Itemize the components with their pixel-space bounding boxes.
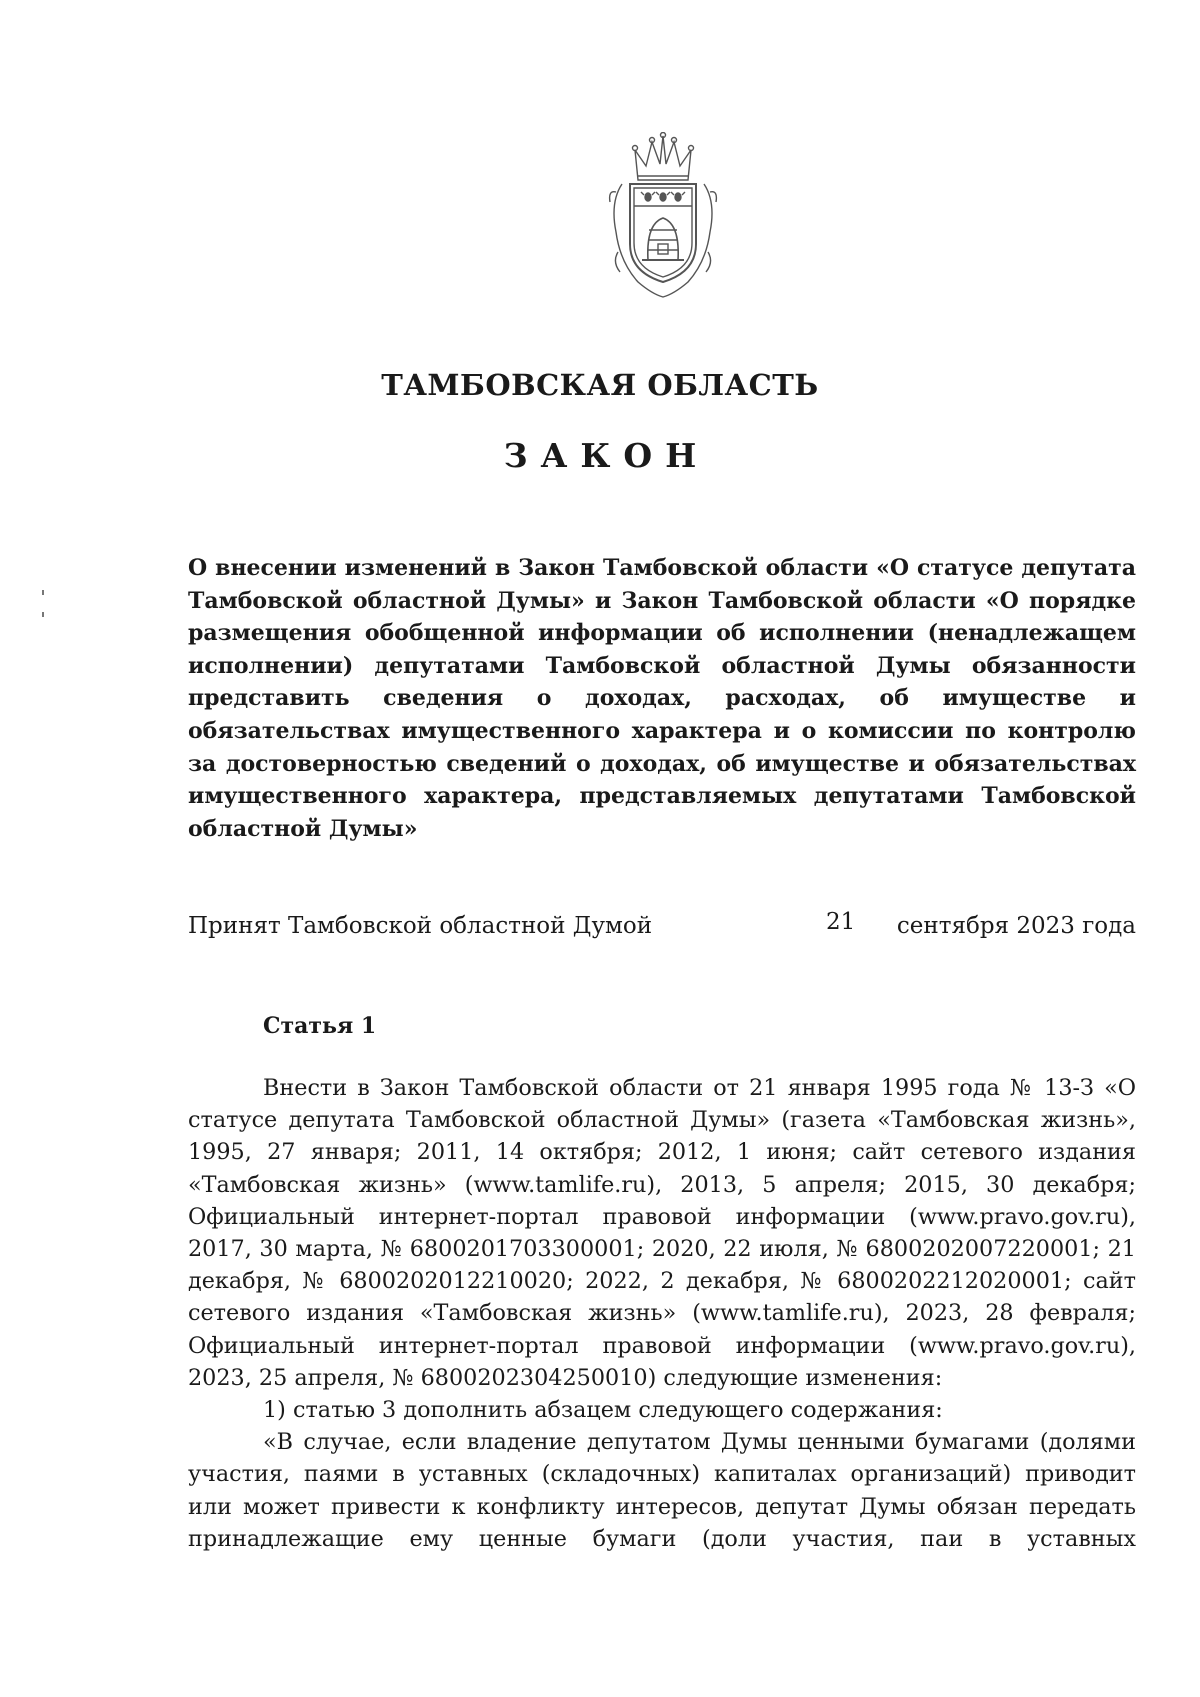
tambov-region-coat-of-arms-icon bbox=[608, 132, 718, 300]
region-heading: ТАМБОВСКАЯ ОБЛАСТЬ bbox=[381, 368, 819, 402]
article-body bbox=[188, 1072, 1136, 1555]
article-paragraph: «В случае, если владение депутатом Думы ценными бумагами (долями участия, паями в уставных (складочных) капиталах организаций) приводит или может привести к конфликту интересов, депутат Думы обязан передать принадлежащие ему ценные бумаги (доли участия, паи в уставных bbox=[188, 1429, 1136, 1552]
adoption-day: 21 bbox=[826, 909, 856, 935]
scan-speck bbox=[42, 590, 44, 595]
article-paragraph: Внести в Закон Тамбовской области от 21 января 1995 года № 13-З «О статусе депутата Тамбовской областной Думы» (газета «Тамбовская жизнь», 1995, 27 января; 2011, 14 октября; 2012, 1 июня; сайт сетевого издания «Тамбовская жизнь» (www.tamlife.ru), 2013, 5 апреля; 2015, 30 декабря; Официальный интернет-портал правовой информации (www.pravo.gov.ru), 2017, 30 марта, № 6800201703300001; 2020, 22 июля, № 6800202007220001; 21 декабря, № 6800202012210020; 2022, 2 декабря, № 6800202212020001; сайт сетевого издания «Тамбовская жизнь» (www.tamlife.ru), 2023, 28 февраля; Официальный интернет-портал правовой информации (www.pravo.gov.ru), 2023, 25 апреля, № 6800202304250010) следующие изменения: bbox=[188, 1075, 1136, 1391]
law-title: О внесении изменений в Закон Тамбовской области «О статусе депутата Тамбовской областной Думы» и Закон Тамбовской области «О порядке размещения обобщенной информации об исполнении (ненадлежащем исполнении) депутатами Тамбовской областной Думы обязанности представить сведения о доходах, расходах, об имуществе и обязательствах имущественного характера и о комиссии по контролю за достоверностью сведений о доходах, об имуществе и обязательствах имущественного характера, представляемых депутатами Тамбовской областной Думы» bbox=[188, 555, 1136, 842]
adopted-by: Принят Тамбовской областной Думой bbox=[188, 913, 653, 939]
article-paragraph: 1) статью 3 дополнить абзацем следующего содержания: bbox=[263, 1397, 943, 1424]
document-type-heading: ЗАКОН bbox=[503, 436, 710, 475]
adoption-month-year: сентября 2023 года bbox=[896, 913, 1136, 939]
article-heading: Статья 1 bbox=[263, 1013, 377, 1039]
scan-speck bbox=[42, 612, 44, 617]
